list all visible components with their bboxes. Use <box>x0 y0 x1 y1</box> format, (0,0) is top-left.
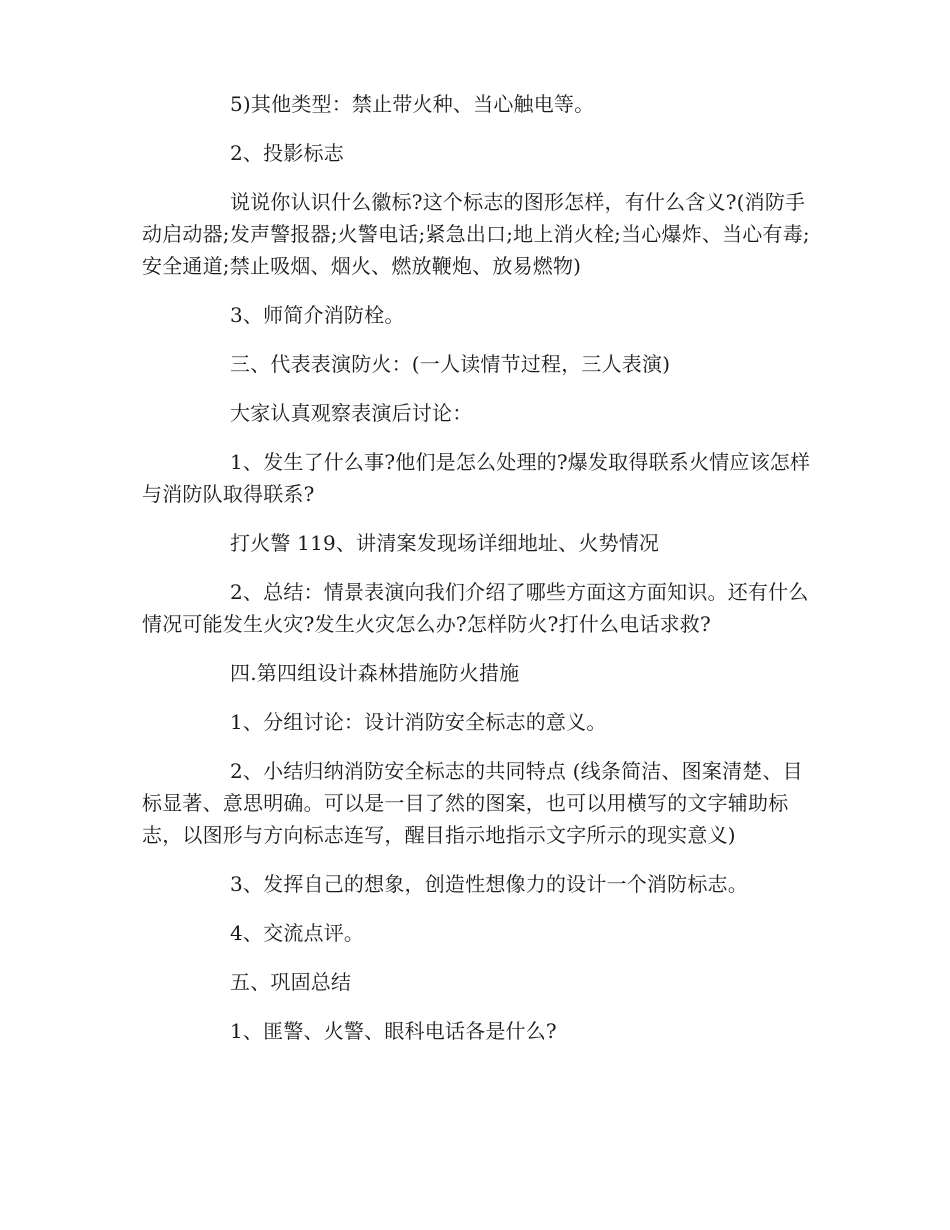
paragraph-observe-discuss: 大家认真观察表演后讨论： <box>230 401 473 425</box>
paragraph-call-119: 打火警 119、讲清案发现场详细地址、火势情况 <box>230 531 660 555</box>
paragraph-section-four-heading: 四.第四组设计森林措施防火措施 <box>230 661 520 685</box>
paragraph-other-types: 5)其他类型：禁止带火种、当心触电等。 <box>230 92 595 116</box>
paragraph-projection-signs: 2、投影标志 <box>230 141 344 165</box>
paragraph-discuss-emblems: 说说你认识什么徽标?这个标志的图形怎样，有什么含义?(消防手动启动器;发声警报器;火警电话;紧急出口;地上消火栓;当心爆炸、当心有毒;安全通道;禁止吸烟、烟火、燃放鞭炮、放易燃物) <box>142 190 810 278</box>
paragraph-hydrant-intro: 3、师简介消防栓。 <box>230 303 405 327</box>
paragraph-what-happened: 1、发生了什么事?他们是怎么处理的?爆发取得联系火情应该怎样与消防队取得联系? <box>142 450 811 506</box>
document-body <box>142 88 812 1064</box>
paragraph-section-five-heading: 五、巩固总结 <box>230 970 352 994</box>
paragraph-emergency-numbers: 1、匪警、火警、眼科电话各是什么? <box>230 1019 557 1043</box>
paragraph-group-discussion: 1、分组讨论：设计消防安全标志的意义。 <box>230 710 607 734</box>
paragraph-summary-questions: 2、总结：情景表演向我们介绍了哪些方面这方面知识。还有什么情况可能发生火灾?发生火灾怎么办?怎样防火?打什么电话求救? <box>142 580 809 636</box>
paragraph-exchange-review: 4、交流点评。 <box>230 921 365 945</box>
paragraph-common-features: 2、小结归纳消防安全标志的共同特点 (线条简洁、图案清楚、目标显著、意思明确。可以是一目了然的图案，也可以用横写的文字辅助标志，以图形与方向标志连写，醒目指示地指示文字所示的现实意义) <box>142 759 803 847</box>
paragraph-design-sign: 3、发挥自己的想象，创造性想像力的设计一个消防标志。 <box>230 872 748 896</box>
paragraph-section-three-heading: 三、代表表演防火：(一人读情节过程，三人表演) <box>230 352 671 376</box>
